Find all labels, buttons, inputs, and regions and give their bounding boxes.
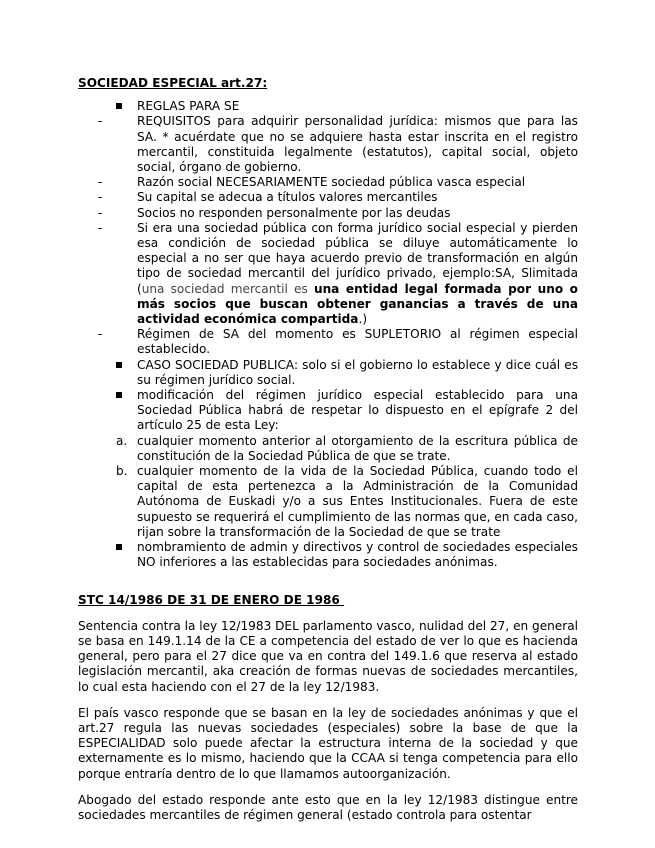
definition-bold-text: una entidad legal formada por uno o más socios que buscan obtener ganancias a través de una actividad económica compartida [137, 281, 578, 327]
lettered-item-b [78, 464, 578, 540]
bullet-square-icon [116, 388, 122, 403]
list-item-socios [78, 206, 578, 221]
definition-closing: .) [358, 312, 368, 327]
lettered-item-a [78, 434, 578, 464]
bullet-square-icon [116, 358, 122, 373]
rules-title: REGLAS PARA SE [137, 99, 240, 114]
dash-bullet: - [98, 190, 103, 205]
list-item-razon-social [78, 175, 578, 190]
paragraph-pais-vasco: El país vasco responde que se basan en la ley de sociedades anónimas y que el art.27 regula las nuevas sociedades (especiales) sobre la base de que la ESPECIALIDAD solo puede afectar la estructura interna de la sociedad y que externamente es lo mismo, haciendo que la CCAA si tenga competencia para ello porque entraría dentro de lo que llamamos autoorganización. [78, 705, 578, 781]
list-item-text: CASO SOCIEDAD PUBLICA: solo si el gobierno lo establece y dice cuál es su régimen jurídico social. [137, 357, 578, 387]
list-item-text: cualquier momento de la vida de la Sociedad Pública, cuando todo el capital de esta pertenezca a la Administración de la Comunidad Autónoma de Euskadi y/o a sus Entes Institucionales. Fuera de este supuesto se requerirá el cumplimiento de las normas que, en cada caso, rijan sobre la transformación de la Sociedad de que se trate [137, 464, 578, 539]
bullet-square-icon [116, 99, 122, 114]
list-item-text: REQUISITOS para adquirir personalidad jurídica: mismos que para las SA. * acuérdate que no se adquiere hasta estar inscrita en el registro mercantil, constituida legalmente (estatutos), capital social, objeto social, órgano de gobierno. [137, 114, 578, 175]
section-heading-stc: STC 14/1986 DE 31 DE ENERO DE 1986 [78, 592, 345, 607]
list-item-text: Socios no responden personalmente por las deudas [137, 205, 451, 220]
definition-text: una sociedad mercantil es [141, 281, 308, 296]
bullet-square-icon [116, 540, 122, 555]
list-item-text: nombramiento de admin y directivos y control de sociedades especiales NO inferiores a las establecidas para sociedades anónimas. [137, 540, 578, 570]
dash-bullet: - [98, 220, 103, 235]
sub-item-caso-publica [78, 358, 578, 388]
list-item-text: Su capital se adecua a títulos valores mercantiles [137, 190, 438, 205]
list-item-text: cualquier momento anterior al otorgamiento de la escritura pública de constitución de la Sociedad Pública de que se trate. [137, 433, 578, 463]
document-page [78, 76, 578, 823]
list-item-requisitos [78, 114, 578, 175]
paragraph-sentencia: Sentencia contra la ley 12/1983 DEL parlamento vasco, nulidad del 27, en general se basa en 149.1.14 de la CE a competencia del estado de ver lo que es hacienda general, pero para el 27 dice que va en contra del 149.1.6 que reserva al estado legislación mercantil, aka creación de formas nuevas de sociedades mercantiles, lo cual esta haciendo con el 27 de la ley 12/1983. [78, 618, 578, 694]
dash-bullet: - [98, 175, 103, 190]
dash-bullet: - [98, 205, 103, 220]
section-heading-sociedad-especial: SOCIEDAD ESPECIAL art.27: [78, 76, 268, 90]
list-item-capital [78, 190, 578, 205]
letter-label: b. [116, 464, 128, 479]
letter-label: a. [116, 433, 128, 448]
paragraph-abogado: Abogado del estado responde ante esto que en la ley 12/1983 distingue entre sociedades mercantiles de régimen general (estado controla para ostentar [78, 792, 578, 822]
dash-bullet: - [98, 327, 103, 342]
sub-item-nombramiento [78, 540, 578, 570]
list-item-text: modificación del régimen jurídico especial establecido para una Sociedad Pública habrá de respetar lo dispuesto en el epígrafe 2 del artículo 25 de esta Ley: [137, 388, 578, 433]
list-item-text: Si era una sociedad pública con forma jurídico social especial y pierden esa condición de sociedad pública se diluye automáticamente lo especial a no ser que haya acuerdo previo de transformación en algún tipo de sociedad mercantil del jurídico privado, ejemplo:SA, Slimitada ( [137, 220, 578, 296]
sub-item-modificacion [78, 388, 578, 434]
list-item-rules [78, 99, 578, 114]
list-item-supletorio [78, 327, 578, 357]
dash-bullet: - [98, 114, 103, 129]
list-item-text: Régimen de SA del momento es SUPLETORIO al régimen especial establecido. [137, 327, 578, 357]
list-item-text: Razón social NECESARIAMENTE sociedad pública vasca especial [137, 175, 526, 190]
list-item-transformacion [78, 221, 578, 327]
